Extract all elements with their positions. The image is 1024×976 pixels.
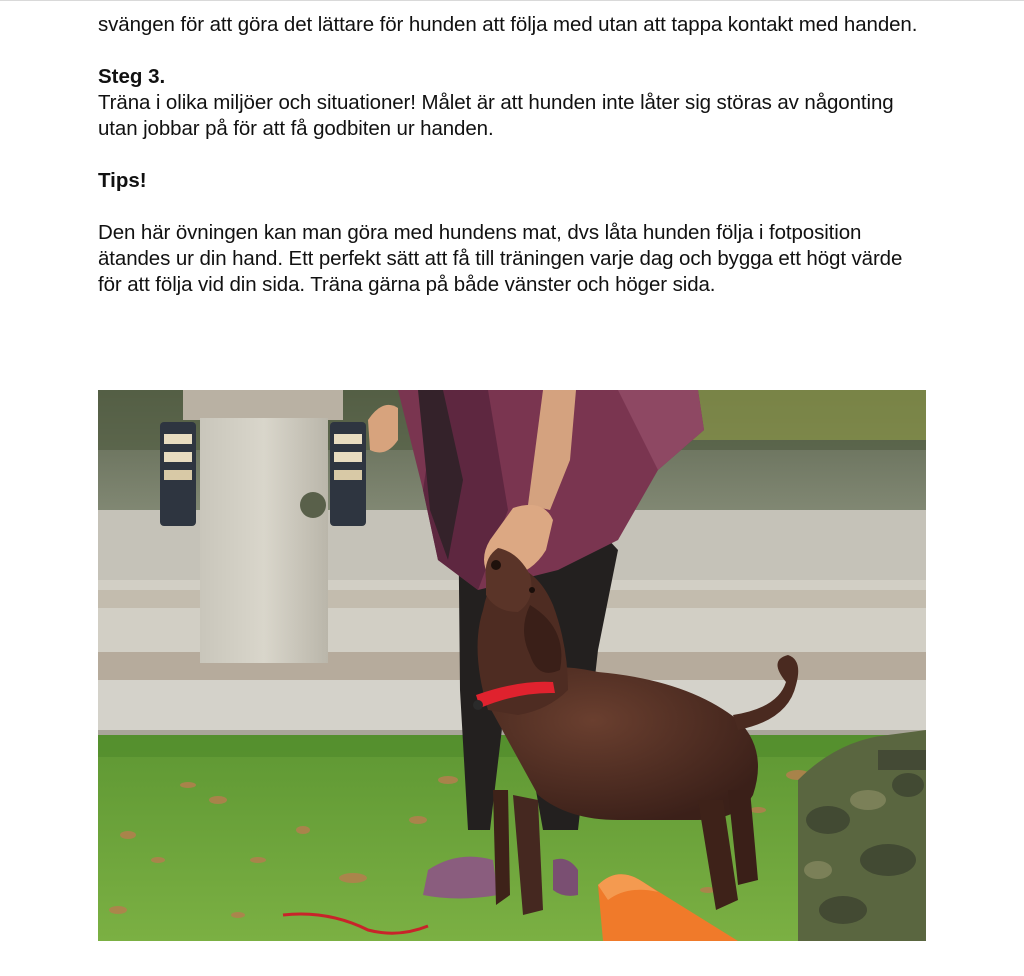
photo-illustration bbox=[98, 390, 926, 941]
top-divider bbox=[0, 0, 1024, 1]
step3-heading: Steg 3. bbox=[98, 65, 166, 88]
step3-paragraph: Träna i olika miljöer och situationer! Målet är att hunden inte låter sig störas av någonting utan jobbar på för att få godbiten ur handen. bbox=[98, 91, 894, 140]
tips-heading: Tips! bbox=[98, 169, 147, 192]
tips-paragraph: Den här övningen kan man göra med hundens mat, dvs låta hunden följa i fotposition ätandes ur din hand. Ett perfekt sätt att få till träningen varje dag och bygga ett högt värde för att följa vid din sida. Träna gärna på både vänster och höger sida. bbox=[98, 221, 903, 296]
article-photo bbox=[98, 390, 926, 941]
article-body bbox=[98, 12, 928, 298]
intro-paragraph: svängen för att göra det lättare för hunden att följa med utan att tappa kontakt med handen. bbox=[98, 13, 918, 36]
